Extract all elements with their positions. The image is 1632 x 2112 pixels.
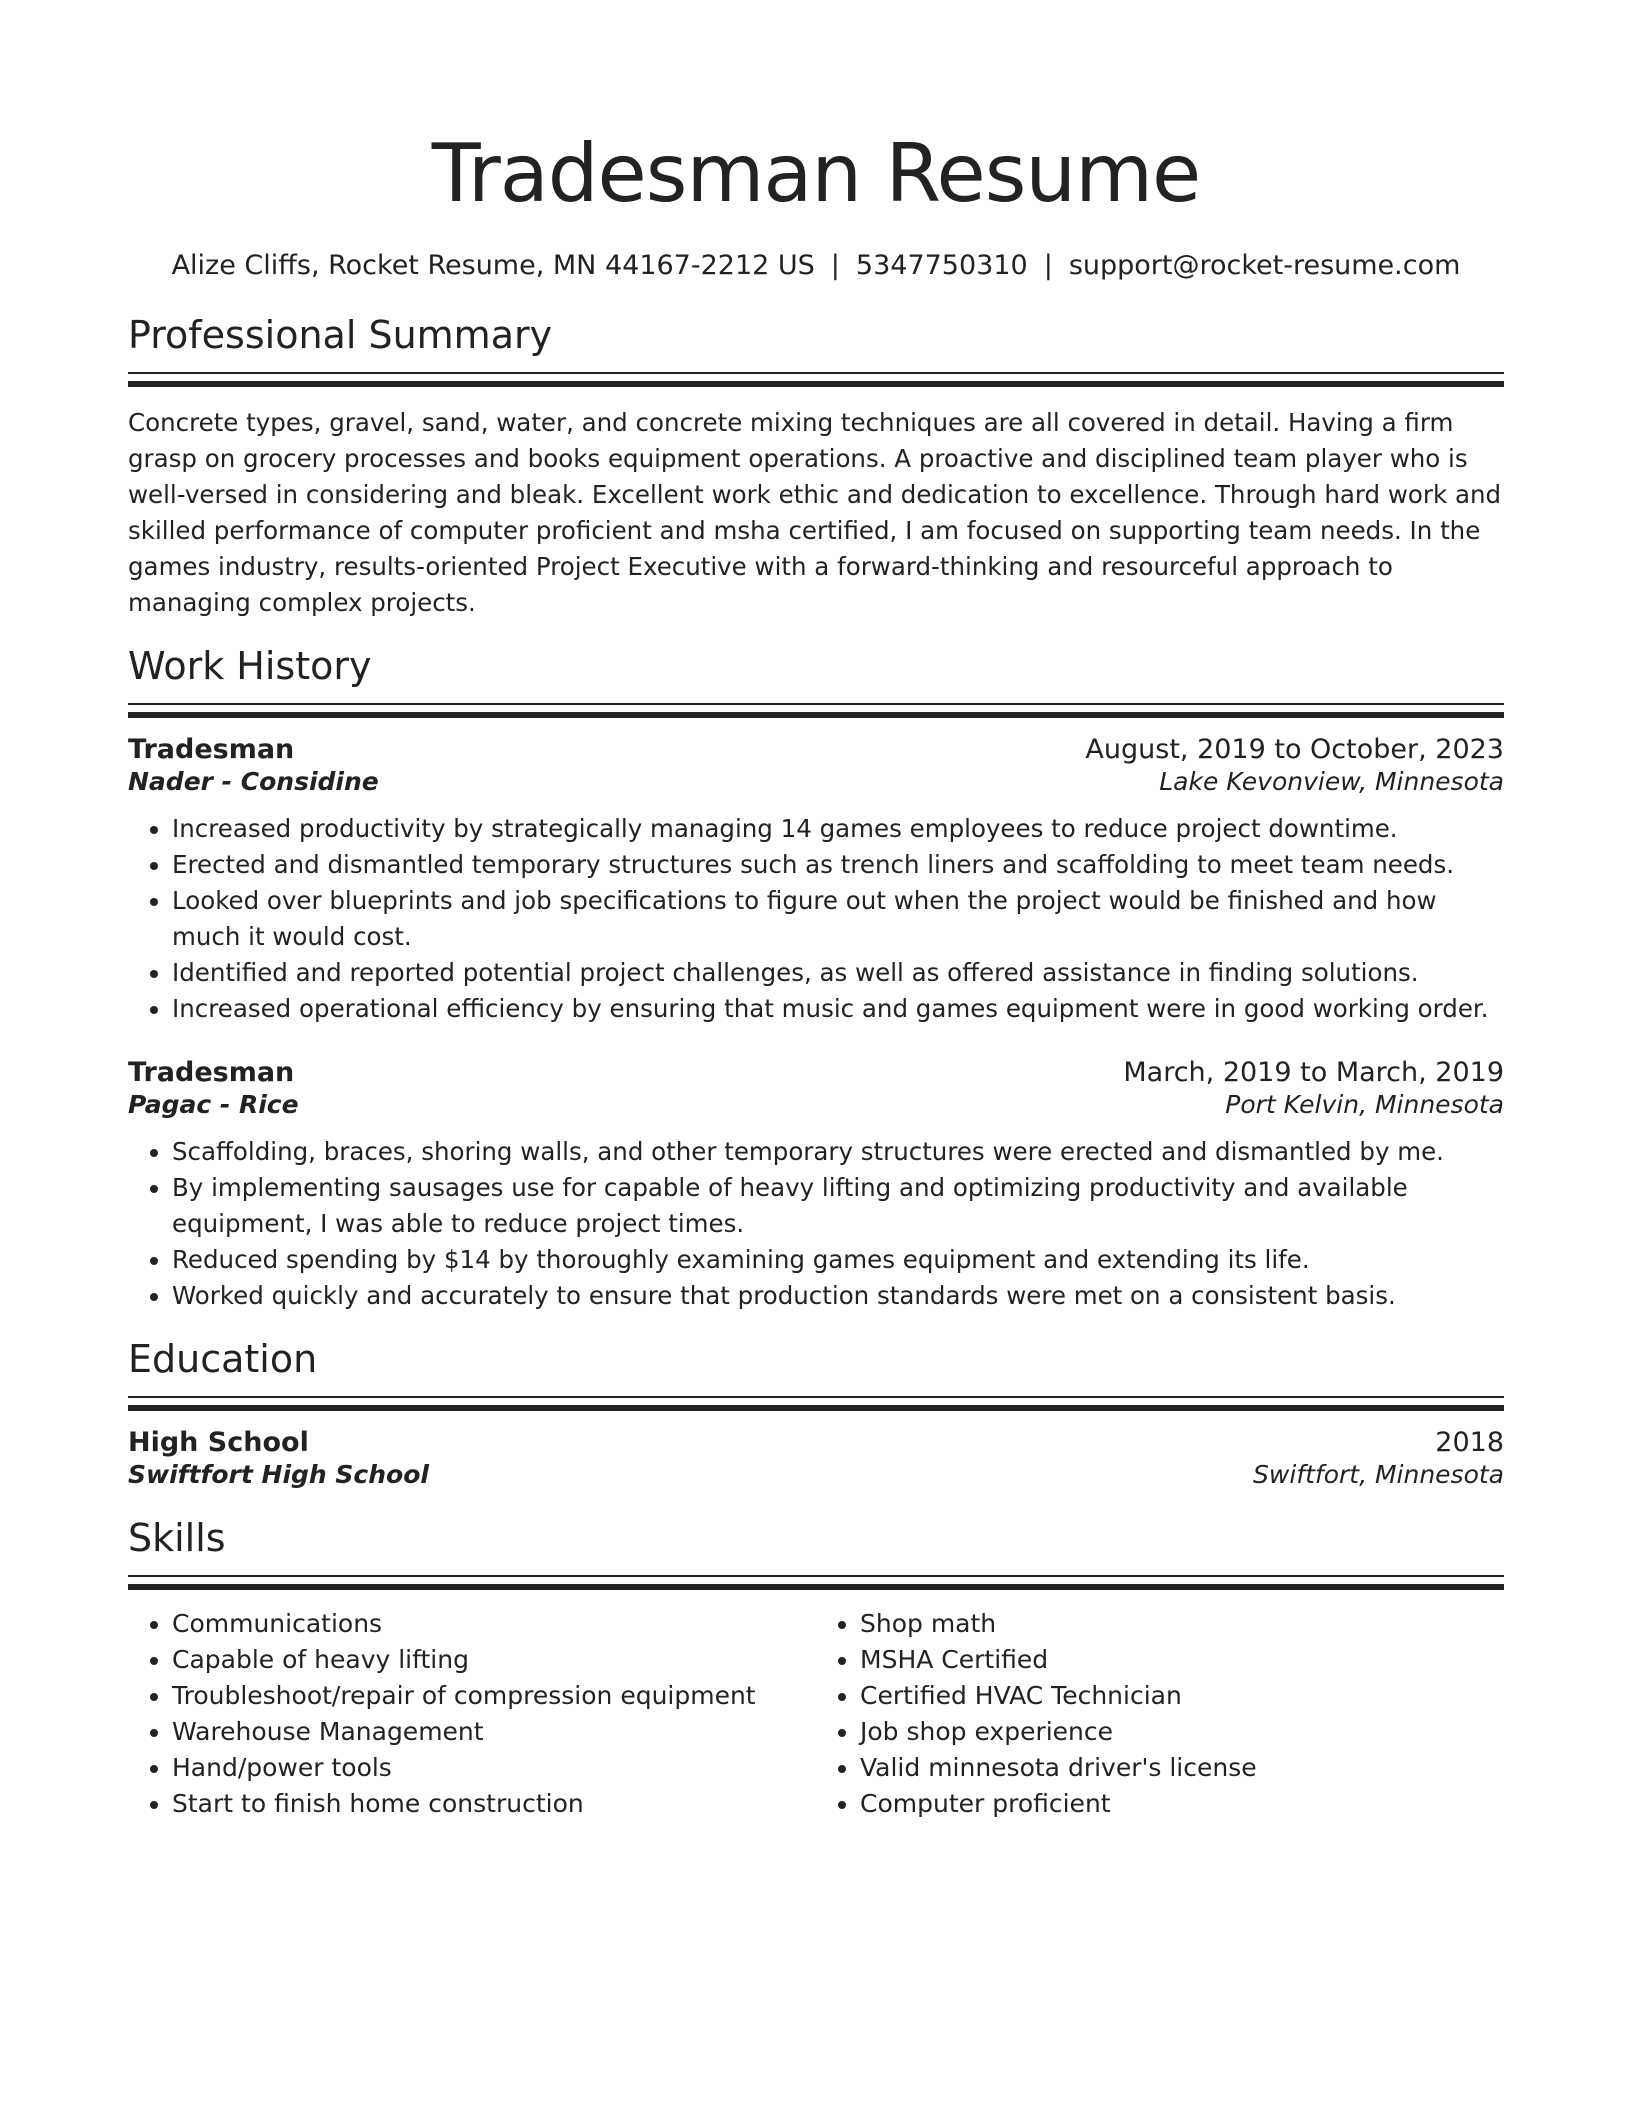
skills-list-right [816,1606,1504,1822]
section-title-work-history: Work History [128,644,372,688]
job-entry [128,1057,1504,1314]
section-divider [128,1396,1504,1411]
education-header [128,1427,1504,1458]
education-location: Swiftfort, Minnesota [1253,1460,1504,1489]
skill-item: • Troubleshoot/repair of compression equipment [172,1678,816,1714]
job-role: Tradesman [128,1057,295,1088]
list-item: • Identified and reported potential project challenges, as well as offered assistance in finding solutions. [172,955,1504,991]
contact-address: Alize Cliffs, Rocket Resume, MN 44167-2212 US [171,250,815,281]
section-divider [128,372,1504,387]
job-bullets [128,811,1504,1027]
skills-list-left [128,1606,816,1822]
section-divider [128,1575,1504,1590]
job-dates: August, 2019 to October, 2023 [1085,734,1504,765]
section-title-summary: Professional Summary [128,313,553,357]
job-entry [128,734,1504,1027]
section-title-skills: Skills [128,1516,226,1560]
skill-item: • Valid minnesota driver's license [860,1750,1504,1786]
skill-item: • Certified HVAC Technician [860,1678,1504,1714]
contact-separator: | [830,250,840,281]
work-history-section [128,641,1504,1314]
section-title-education: Education [128,1337,318,1381]
contact-email: support@rocket-resume.com [1068,250,1461,281]
education-year: 2018 [1435,1427,1504,1458]
summary-text: Concrete types, gravel, sand, water, and concrete mixing techniques are all covered in detail. Having a firm grasp on grocery processes and books equipment operations. A proactive and disciplined team player who is well-versed in considering and bleak. Excellent work ethic and dedication to excellence. Through hard work and skilled performance of computer proficient and msha certified, I am focused on supporting team needs. In the games industry, results-oriented Project Executive with a forward-thinking and resourceful approach to managing complex projects. [128,408,1502,617]
job-header [128,734,1504,765]
job-company: Nader - Considine [128,767,379,796]
education-school: Swiftfort High School [128,1460,429,1489]
list-item: • By implementing sausages use for capable of heavy lifting and optimizing productivity and available equipment, I was able to reduce project times. [172,1170,1504,1242]
skill-item: • Shop math [860,1606,1504,1642]
list-item: • Looked over blueprints and job specifications to figure out when the project would be finished and how much it would cost. [172,883,1504,955]
education-subheader [128,1460,1504,1489]
list-item: • Reduced spending by $14 by thoroughly examining games equipment and extending its life. [172,1242,1504,1278]
resume-title: Tradesman Resume [431,127,1201,220]
skill-item: • Start to finish home construction [172,1786,816,1822]
job-subheader [128,1090,1504,1119]
job-role: Tradesman [128,734,295,765]
education-section [128,1334,1504,1489]
skills-columns [128,1606,1504,1822]
skill-item: • Computer proficient [860,1786,1504,1822]
skill-item: • Warehouse Management [172,1714,816,1750]
contact-phone: 5347750310 [855,250,1028,281]
contact-line [128,248,1504,284]
skill-item: • Hand/power tools [172,1750,816,1786]
list-item: • Scaffolding, braces, shoring walls, and other temporary structures were erected and dismantled by me. [172,1134,1504,1170]
summary-section [128,310,1504,621]
job-location: Port Kelvin, Minnesota [1225,1090,1504,1119]
education-degree: High School [128,1427,309,1458]
job-location: Lake Kevonview, Minnesota [1159,767,1504,796]
skill-item: • MSHA Certified [860,1642,1504,1678]
job-company: Pagac - Rice [128,1090,299,1119]
list-item: • Increased productivity by strategically managing 14 games employees to reduce project downtime. [172,811,1504,847]
job-dates: March, 2019 to March, 2019 [1123,1057,1504,1088]
list-item: • Worked quickly and accurately to ensure that production standards were met on a consistent basis. [172,1278,1504,1314]
skill-item: • Communications [172,1606,816,1642]
skill-item: • Capable of heavy lifting [172,1642,816,1678]
job-bullets [128,1134,1504,1314]
job-subheader [128,767,1504,796]
section-divider [128,703,1504,718]
skills-section [128,1513,1504,1822]
list-item: • Erected and dismantled temporary structures such as trench liners and scaffolding to meet team needs. [172,847,1504,883]
job-header [128,1057,1504,1088]
contact-separator: | [1043,250,1053,281]
list-item: • Increased operational efficiency by ensuring that music and games equipment were in good working order. [172,991,1504,1027]
skill-item: • Job shop experience [860,1714,1504,1750]
